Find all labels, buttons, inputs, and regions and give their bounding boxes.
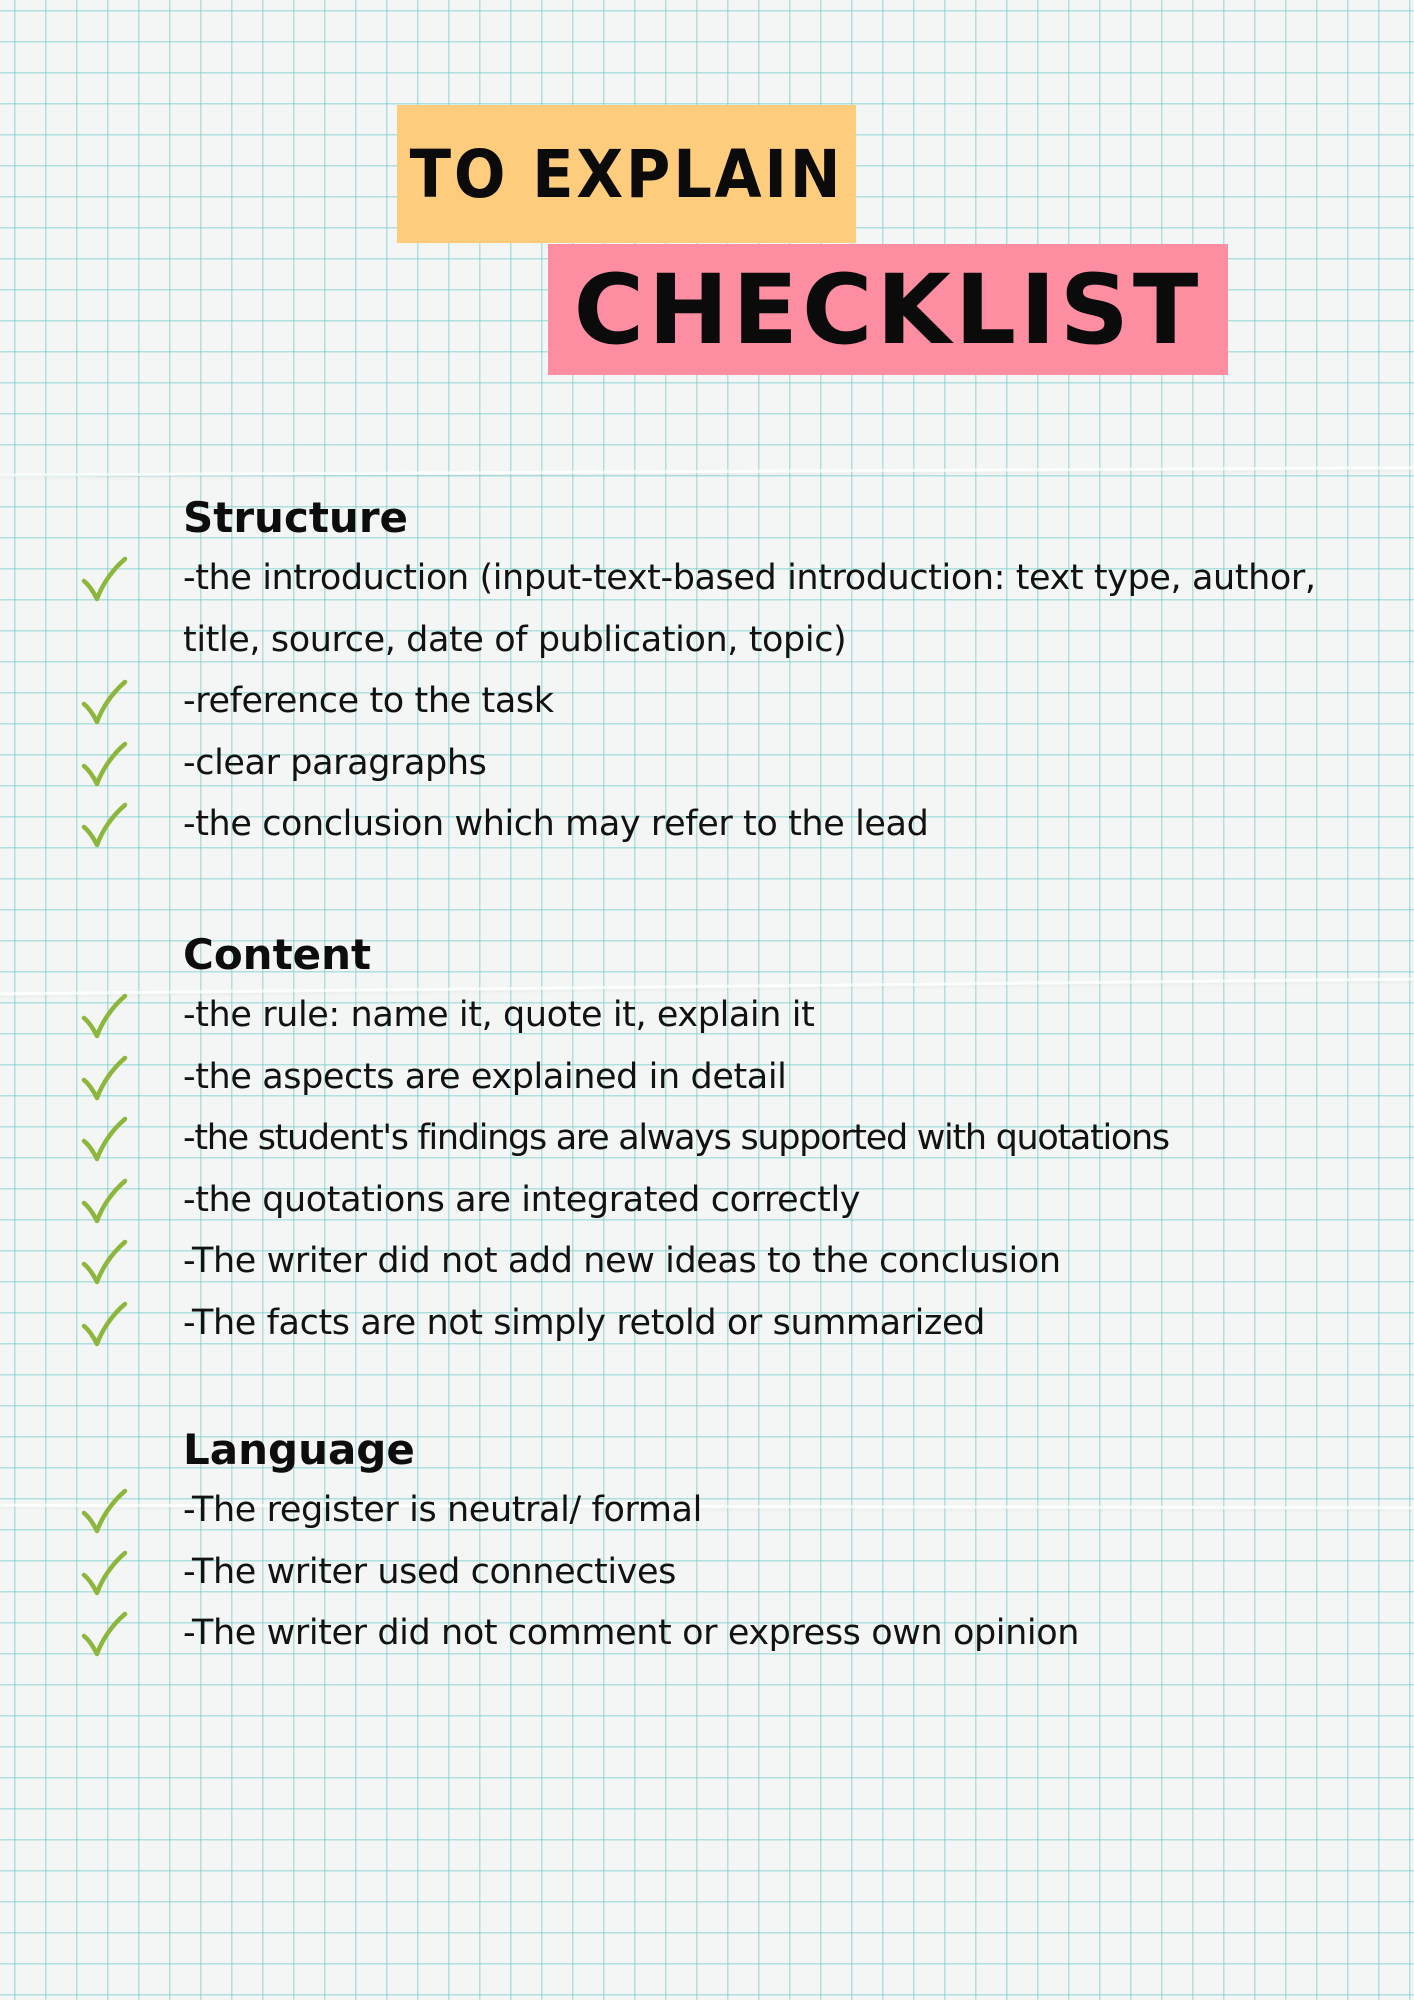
check-icon (78, 739, 130, 791)
item-text: -the quotations are integrated correctly (183, 1179, 861, 1220)
title-line-1: TO EXPLAIN (409, 135, 844, 213)
check-mark-graphic (78, 800, 130, 852)
check-mark-graphic (78, 1114, 130, 1166)
item-text: -The register is neutral/ formal (183, 1490, 702, 1530)
checklist-item[interactable] (0, 1047, 1414, 1109)
checklist-items (0, 985, 1414, 1354)
check-mark-graphic (78, 1548, 130, 1600)
checklist-items (0, 1480, 1414, 1665)
check-icon (78, 1053, 130, 1105)
check-icon (78, 1548, 130, 1600)
title-label-checklist (548, 244, 1228, 375)
checklist-item[interactable] (0, 1480, 1414, 1542)
checklist-item[interactable] (0, 1293, 1414, 1355)
item-text: -the student's findings are always supported with quotations (183, 1118, 1169, 1158)
check-icon (78, 1299, 130, 1351)
check-icon (78, 991, 130, 1043)
item-text: -the aspects are explained in detail (183, 1056, 787, 1097)
check-mark-graphic (78, 1053, 130, 1105)
check-mark-graphic (78, 554, 130, 606)
item-text: -the introduction (input-text-based introduction: text type, author, title, source, date of publication, topic) (183, 558, 1316, 660)
check-icon (78, 1237, 130, 1289)
checklist-item[interactable] (0, 1108, 1414, 1170)
check-icon (78, 800, 130, 852)
checklist-item[interactable] (0, 548, 1414, 671)
section-heading: Language (183, 1425, 415, 1474)
checklist-item[interactable] (0, 1231, 1414, 1293)
check-mark-graphic (78, 1486, 130, 1538)
checklist-item[interactable] (0, 733, 1414, 795)
paper-fold-line (0, 466, 1414, 476)
check-mark-graphic (78, 677, 130, 729)
checklist-item[interactable] (0, 1603, 1414, 1665)
item-text: -The writer did not add new ideas to the conclusion (183, 1241, 1061, 1281)
section-heading: Content (183, 930, 372, 979)
checklist-items (0, 548, 1414, 856)
check-icon (78, 1176, 130, 1228)
title-label-to-explain (397, 105, 856, 243)
title-line-2: CHECKLIST (573, 253, 1203, 366)
checklist-item[interactable] (0, 1542, 1414, 1604)
checklist-item[interactable] (0, 794, 1414, 856)
check-icon (78, 1486, 130, 1538)
check-icon (78, 1114, 130, 1166)
item-text: -clear paragraphs (183, 742, 487, 783)
check-mark-graphic (78, 991, 130, 1043)
check-icon (78, 1609, 130, 1661)
check-mark-graphic (78, 1237, 130, 1289)
item-text: -The writer used connectives (183, 1551, 676, 1592)
check-mark-graphic (78, 1609, 130, 1661)
item-text: -The facts are not simply retold or summarized (183, 1302, 985, 1343)
item-text: -the conclusion which may refer to the lead (183, 804, 929, 844)
checklist-item[interactable] (0, 985, 1414, 1047)
checklist-item[interactable] (0, 671, 1414, 733)
item-text: -The writer did not comment or express own opinion (183, 1613, 1080, 1653)
check-mark-graphic (78, 739, 130, 791)
check-mark-graphic (78, 1299, 130, 1351)
check-mark-graphic (78, 1176, 130, 1228)
section-heading: Structure (183, 493, 409, 542)
check-icon (78, 554, 130, 606)
item-text: -reference to the task (183, 681, 554, 721)
item-text: -the rule: name it, quote it, explain it (183, 995, 815, 1035)
checklist-item[interactable] (0, 1170, 1414, 1232)
check-icon (78, 677, 130, 729)
